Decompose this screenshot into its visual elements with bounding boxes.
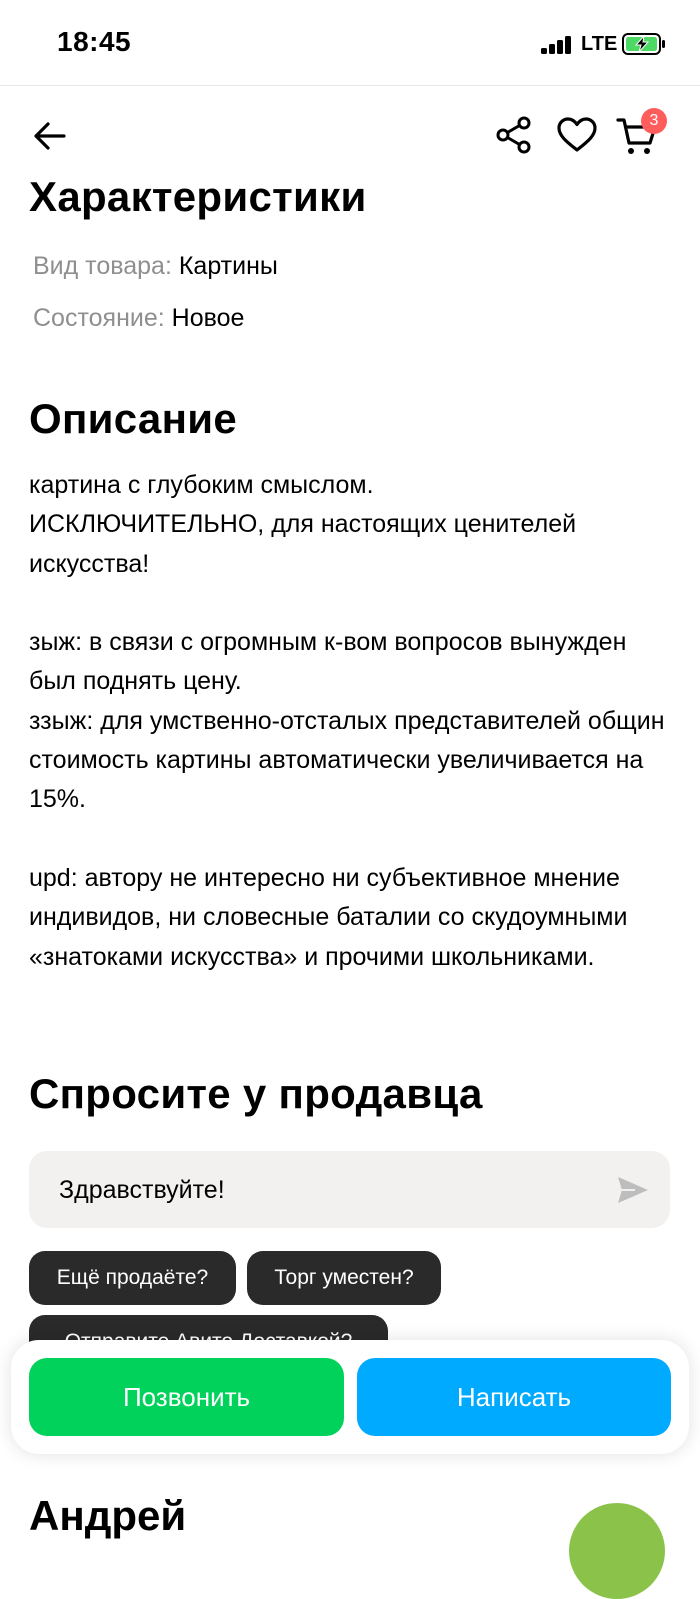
cart-count-badge: 3 bbox=[641, 108, 667, 134]
arrow-left-icon bbox=[33, 121, 67, 151]
char-key: Состояние: bbox=[33, 304, 165, 332]
description-text: картина с глубоким смыслом. ИСКЛЮЧИТЕЛЬНО, для настоящих ценителей искусства! зыж: в связи с огромным к-вом вопросов вынужден был поднять цену. ззыж: для умственно-отсталых представителей общин стоимость картины автоматически увеличивается на 15%. upd: автору не интересно ни субъективное мнение индивидов, ни словесные баталии со скудоумными «знатоками искусства» и прочими школьниками. bbox=[29, 471, 665, 971]
battery-icon bbox=[622, 33, 666, 55]
seller-avatar[interactable] bbox=[569, 1503, 665, 1599]
quick-reply-chip[interactable]: Торг уместен? bbox=[247, 1251, 441, 1305]
ask-seller-field[interactable] bbox=[29, 1151, 670, 1228]
share-icon bbox=[495, 116, 533, 154]
back-button[interactable] bbox=[28, 116, 72, 156]
heart-icon bbox=[557, 117, 597, 153]
char-key: Вид товара: bbox=[33, 252, 172, 280]
description-title: Описание bbox=[29, 395, 238, 442]
char-row-condition bbox=[33, 304, 244, 333]
quick-reply-chip[interactable]: Ещё продаёте? bbox=[29, 1251, 236, 1305]
status-bar bbox=[0, 0, 700, 86]
message-input[interactable] bbox=[59, 1171, 599, 1209]
ask-seller-title: Спросите у продавца bbox=[29, 1070, 483, 1117]
seller-name[interactable]: Андрей bbox=[29, 1492, 187, 1539]
share-button[interactable] bbox=[493, 114, 535, 156]
characteristics-title: Характеристики bbox=[29, 173, 367, 220]
char-value: Картины bbox=[178, 252, 278, 280]
status-time: 18:45 bbox=[57, 26, 132, 57]
write-button[interactable]: Написать bbox=[357, 1358, 671, 1436]
favorite-button[interactable] bbox=[555, 114, 599, 156]
signal-icon bbox=[541, 36, 573, 54]
network-type: LTE bbox=[581, 33, 618, 55]
call-button[interactable]: Позвонить bbox=[29, 1358, 344, 1436]
char-value: Новое bbox=[171, 304, 245, 332]
char-row-type bbox=[33, 252, 278, 281]
app-header bbox=[0, 100, 700, 170]
send-icon[interactable] bbox=[617, 1176, 649, 1204]
